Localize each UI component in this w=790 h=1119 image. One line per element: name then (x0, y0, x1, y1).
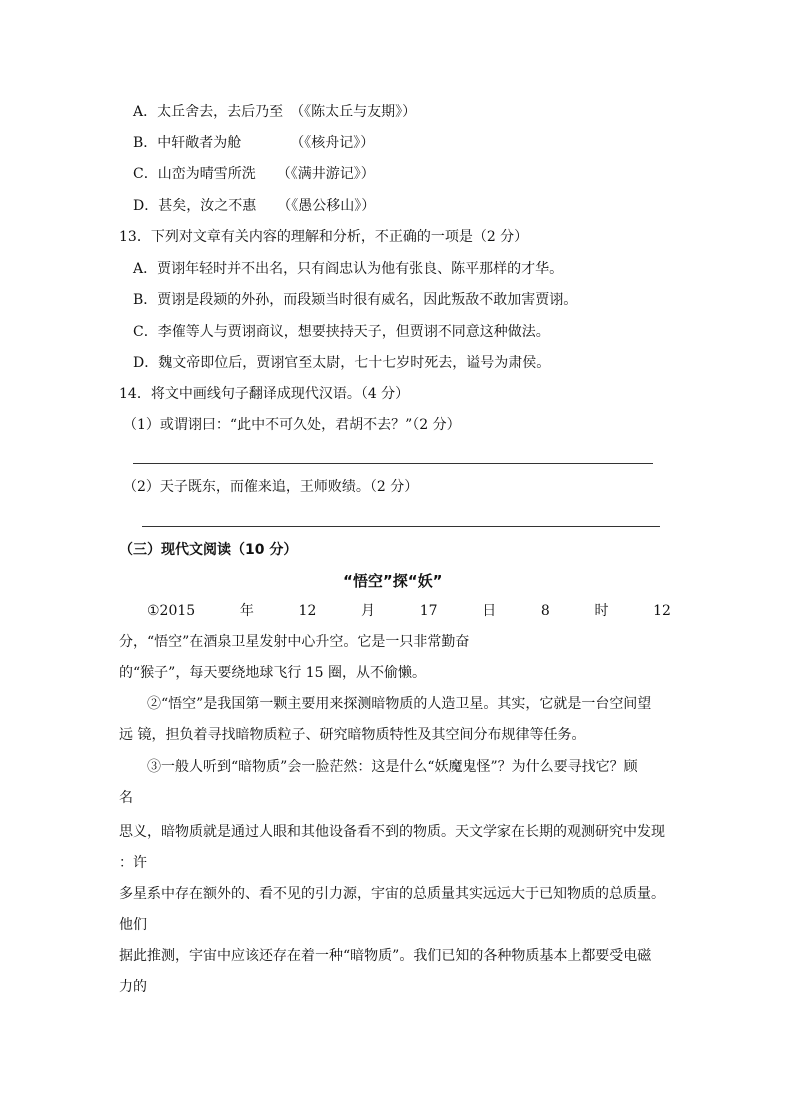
date-token: 12 (298, 603, 317, 619)
q12-option-d: D．甚矣，汝之不惠 （《愚公移山》） (133, 198, 376, 214)
q12-option-a: A．太丘舍去，去后乃至 （《陈太丘与友期》） (133, 104, 417, 120)
paragraph-3-line-1: ③一般人听到“暗物质”会一脸茫然：这是什么“妖魔鬼怪”？为什么要寻找它？顾 (147, 759, 638, 775)
answer-line-1[interactable] (133, 463, 653, 464)
paragraph-3-line-5: 多星系中存在额外的、看不见的引力源，宇宙的总质量其实远远大于已知物质的总质量。 (119, 886, 665, 902)
paragraph-2-line-2: 远 镜，担负着寻找暗物质粒子、研究暗物质特性及其空间分布规律等任务。 (119, 727, 586, 743)
paragraph-3-line-3: 思义，暗物质就是通过人眼和其他设备看不到的物质。天文学家在长期的观测研究中发现 (119, 824, 665, 840)
q13-stem: 13．下列对文章有关内容的理解和分析，不正确的一项是（2 分） (119, 229, 529, 245)
paragraph-3-line-7: 据此推测，宇宙中应该还存在着一种“暗物质”。我们已知的各种物质基本上都要受电磁 (119, 948, 652, 964)
paragraph-3-line-6: 他们 (119, 917, 147, 933)
q13-option-c: C．李傕等人与贾诩商议，想要挟持天子，但贾诩不同意这种做法。 (133, 324, 550, 340)
date-token: 日 (482, 603, 497, 619)
article-title: “悟空”探“妖” (343, 572, 443, 590)
date-token: 时 (594, 603, 609, 619)
q12-option-b: B．中轩敞者为舱 （《核舟记》） (133, 135, 375, 151)
date-token: ①2015 (147, 603, 196, 619)
q14-sentence-2: （2）天子既东，而傕来追，王师败绩。（2 分） (123, 479, 419, 495)
paragraph-3-line-4: ：许 (119, 855, 147, 871)
q13-option-a: A．贾诩年轻时并不出名，只有阎忠认为他有张良、陈平那样的才华。 (133, 261, 564, 277)
q13-option-b: B．贾诩是段颎的外孙，而段颎当时很有威名，因此叛敌不敢加害贾诩。 (133, 292, 578, 308)
paragraph-1-dateline (147, 601, 671, 621)
answer-line-2[interactable] (142, 526, 660, 527)
q13-option-d: D．魏文帝即位后，贾诩官至太尉，七十七岁时死去，谥号为肃侯。 (133, 355, 551, 371)
paragraph-3-line-8: 力的 (119, 979, 147, 995)
q14-stem: 14．将文中画线句子翻译成现代汉语。（4 分） (119, 386, 410, 402)
paragraph-1-line-3: 的“猴子”，每天要绕地球飞行 15 圈，从不偷懒。 (119, 665, 427, 681)
date-token: 年 (239, 603, 254, 619)
date-token: 8 (540, 603, 550, 619)
date-token: 月 (361, 603, 376, 619)
date-token: 12 (653, 603, 671, 619)
section-heading: （三）现代文阅读（10 分） (119, 542, 298, 558)
paragraph-1-line-2: 分，“悟空”在酒泉卫星发射中心升空。它是一只非常勤奋 (119, 634, 470, 650)
date-token: 17 (419, 603, 438, 619)
q14-sentence-1: （1）或谓诩曰：“此中不可久处，君胡不去？”（2 分） (123, 417, 461, 433)
q12-option-c: C．山峦为晴雪所洗 （《满井游记》） (133, 166, 375, 182)
paragraph-2-line-1: ②“悟空”是我国第一颗主要用来探测暗物质的人造卫星。其实，它就是一台空间望 (147, 696, 652, 712)
paragraph-3-line-2: 名 (119, 790, 133, 806)
